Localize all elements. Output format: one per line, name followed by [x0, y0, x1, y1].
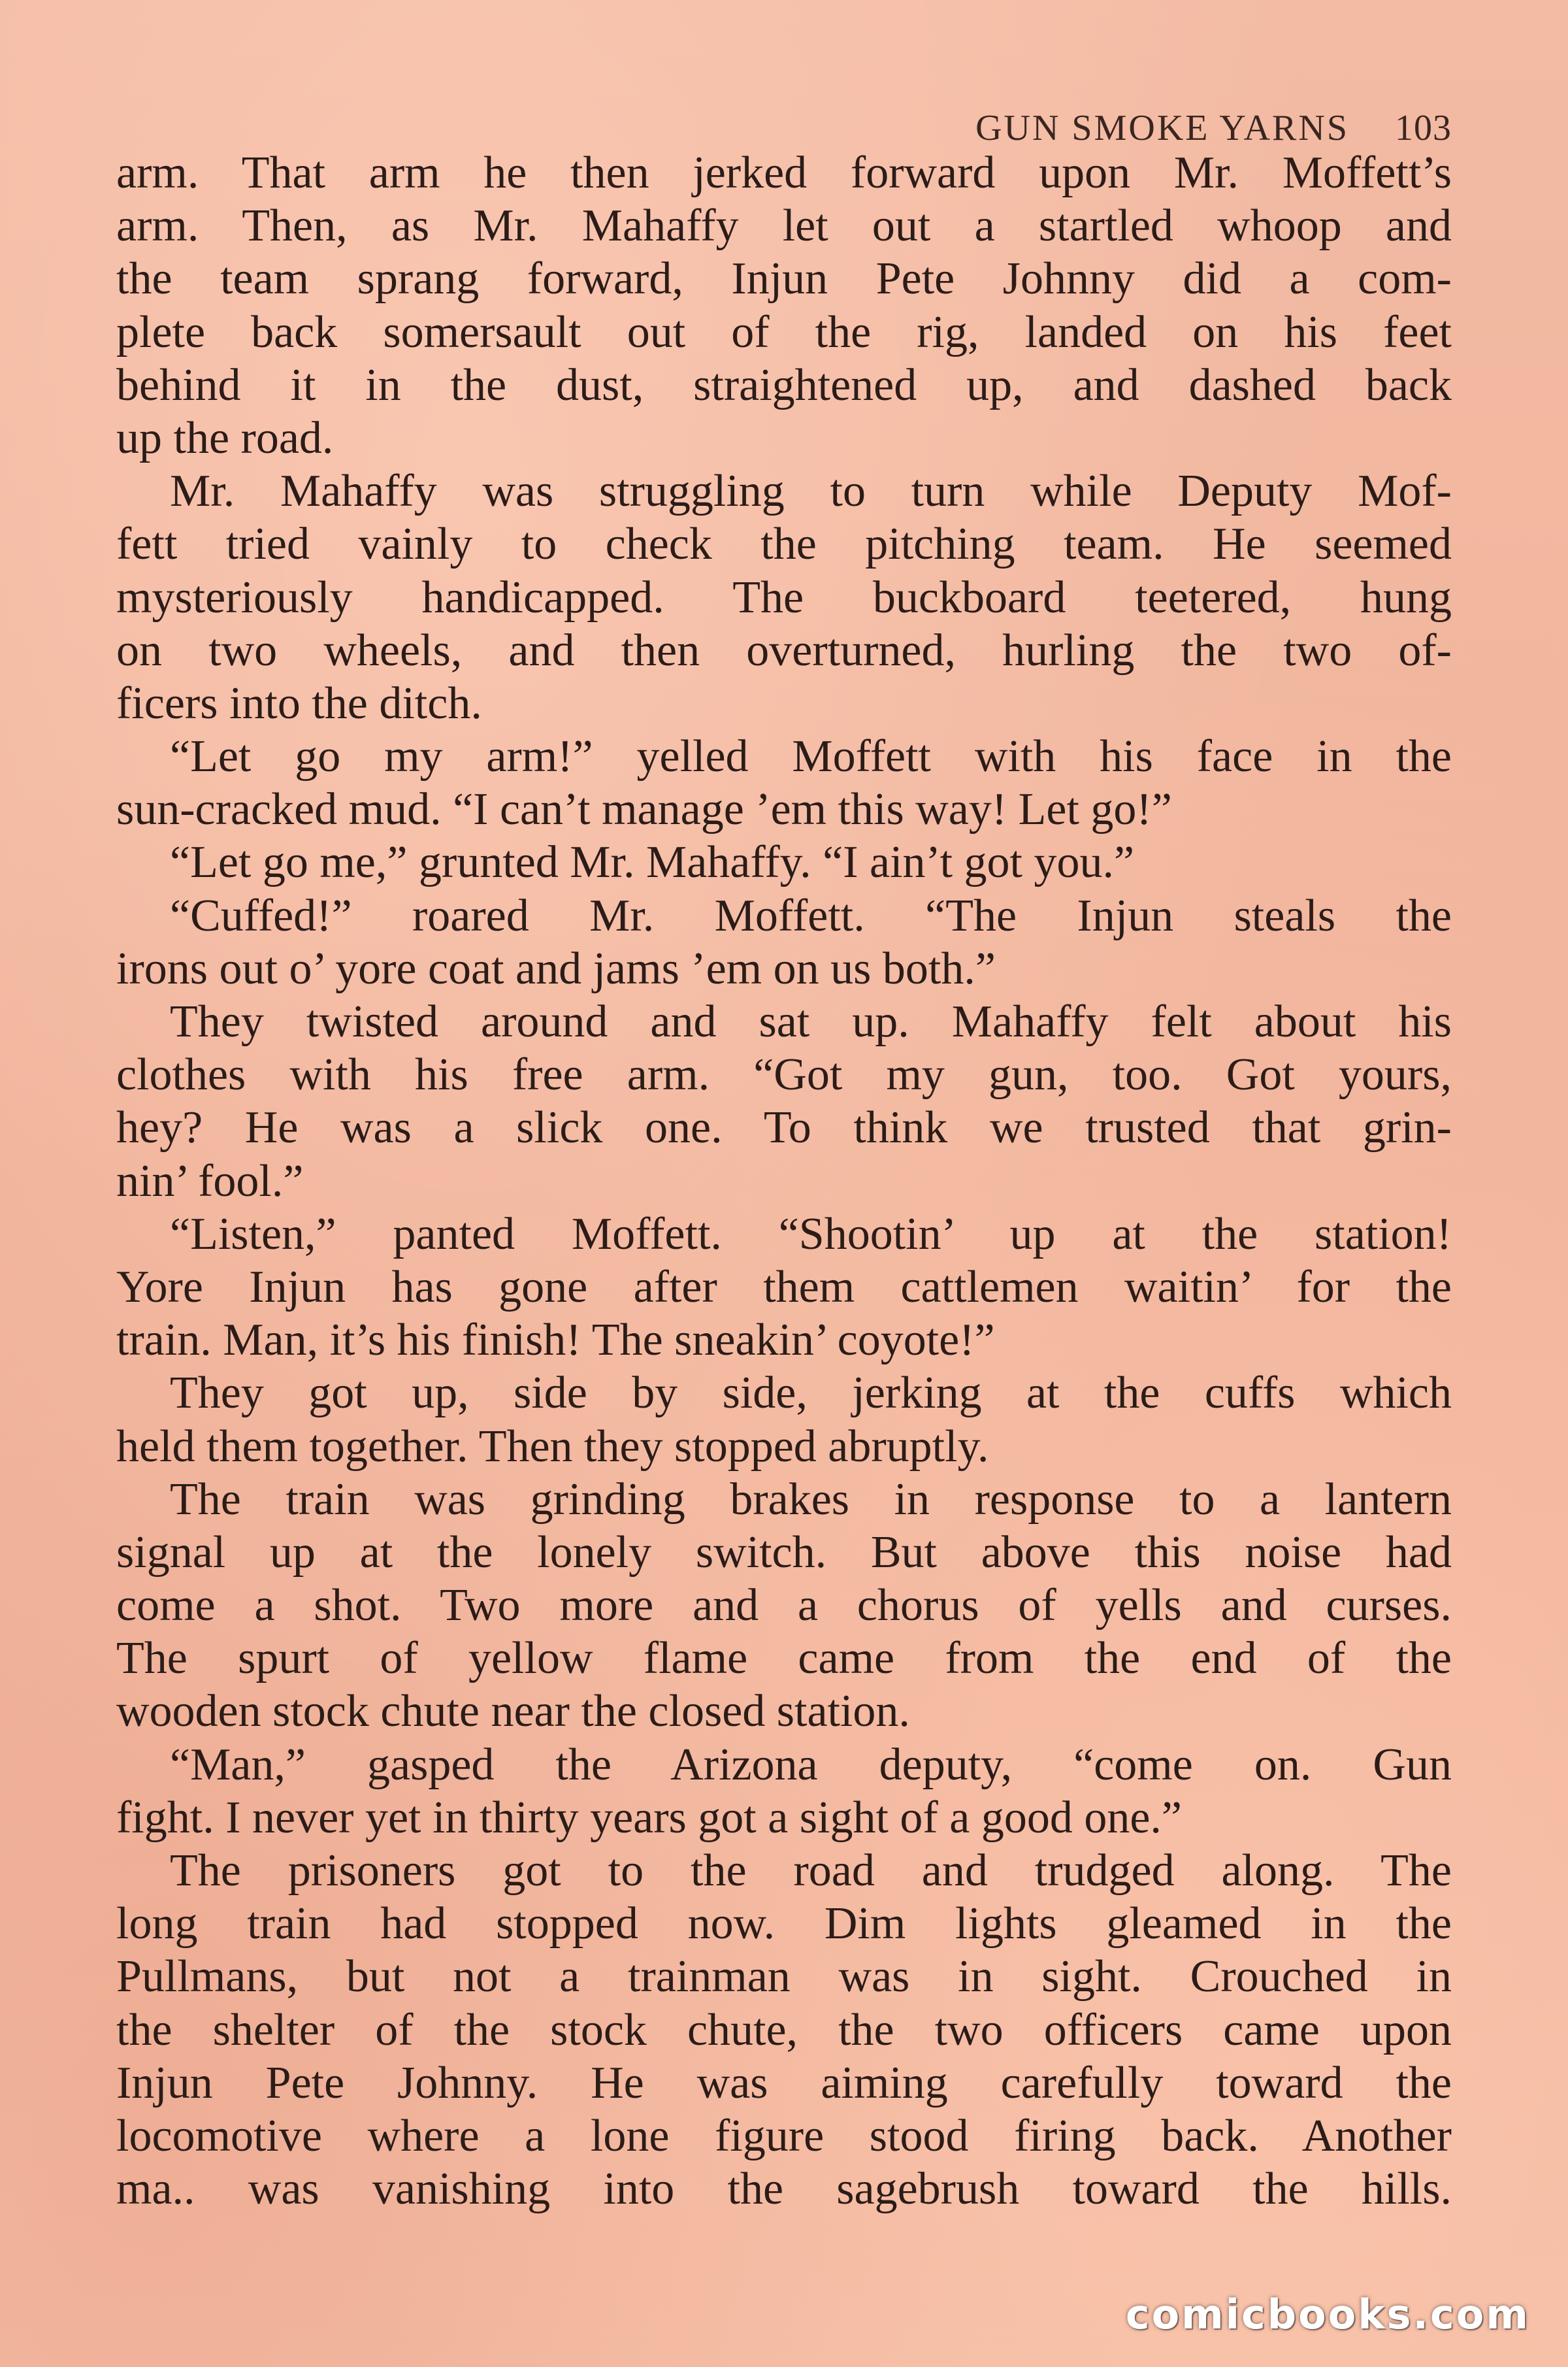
text-line: “Let go me,” grunted Mr. Mahaffy. “I ain’t got you.” [170, 837, 1135, 888]
page-number: 103 [1395, 108, 1452, 148]
text-line: mysteriously handicapped. The buckboard teetered, hung [116, 572, 1452, 623]
text-line: ma.. was vanishing into the sagebrush toward the hills. [116, 2164, 1452, 2215]
text-line: hey? He was a slick one. To think we trusted that grin- [116, 1102, 1452, 1153]
text-line: “Let go my arm!” yelled Moffett with his face in the [170, 731, 1452, 782]
text-line: They got up, side by side, jerking at the cuffs which [170, 1368, 1452, 1419]
text-line: “Man,” gasped the Arizona deputy, “come on. Gun [170, 1739, 1452, 1790]
text-line: ficers into the ditch. [116, 678, 482, 729]
text-line: plete back somersault out of the rig, landed on his feet [116, 306, 1452, 357]
text-line: the team sprang forward, Injun Pete Johnny did a com- [116, 254, 1452, 305]
text-line: behind it in the dust, straightened up, and dashed back [116, 359, 1452, 410]
text-line: clothes with his free arm. “Got my gun, too. Got yours, [116, 1050, 1452, 1101]
text-line: long train had stopped now. Dim lights gleamed in the [116, 1898, 1452, 1949]
text-line: fett tried vainly to check the pitching team. He seemed [116, 519, 1452, 570]
text-line: The spurt of yellow flame came from the end of the [116, 1633, 1452, 1684]
text-line: come a shot. Two more and a chorus of yells and curses. [116, 1580, 1452, 1631]
text-line: Mr. Mahaffy was struggling to turn while Deputy Mof- [170, 466, 1452, 517]
text-line: signal up at the lonely switch. But above this noise had [116, 1527, 1452, 1578]
text-line: up the road. [116, 412, 334, 463]
text-line: “Listen,” panted Moffett. “Shootin’ up at the station! [170, 1208, 1452, 1259]
text-line: sun-cracked mud. “I can’t manage ’em this way! Let go!” [116, 784, 1172, 835]
text-line: irons out o’ yore coat and jams ’em on us both.” [116, 943, 996, 994]
text-line: Pullmans, but not a trainman was in sight. Crouched in [116, 1951, 1452, 2002]
text-line: The train was grinding brakes in response to a lantern [170, 1474, 1452, 1525]
text-line: fight. I never yet in thirty years got a sight of a good one.” [116, 1792, 1182, 1843]
text-line: Injun Pete Johnny. He was aiming carefully toward the [116, 2057, 1452, 2108]
text-line: held them together. Then they stopped abruptly. [116, 1421, 989, 1472]
text-line: on two wheels, and then overturned, hurling the two of- [116, 625, 1452, 676]
text-line: Yore Injun has gone after them cattlemen waitin’ for the [116, 1261, 1452, 1312]
text-line: arm. That arm he then jerked forward upon Mr. Moffett’s [116, 148, 1452, 198]
text-line: wooden stock chute near the closed station. [116, 1686, 910, 1737]
running-title: GUN SMOKE YARNS [975, 108, 1349, 148]
text-line: arm. Then, as Mr. Mahaffy let out a startled whoop and [116, 201, 1452, 252]
text-line: They twisted around and sat up. Mahaffy felt about his [170, 997, 1452, 1047]
text-line: locomotive where a lone figure stood firing back. Another [116, 2110, 1452, 2161]
text-line: “Cuffed!” roared Mr. Moffett. “The Injun steals the [170, 890, 1452, 941]
body-text [116, 146, 1452, 2215]
text-line: The prisoners got to the road and trudged along. The [170, 1846, 1452, 1896]
text-line: train. Man, it’s his finish! The sneakin’ coyote!” [116, 1315, 995, 1366]
text-line: nin’ fool.” [116, 1155, 304, 1206]
running-head [751, 97, 1452, 149]
text-line: the shelter of the stock chute, the two officers came upon [116, 2004, 1452, 2055]
watermark: comicbooks.com [1125, 2291, 1530, 2338]
